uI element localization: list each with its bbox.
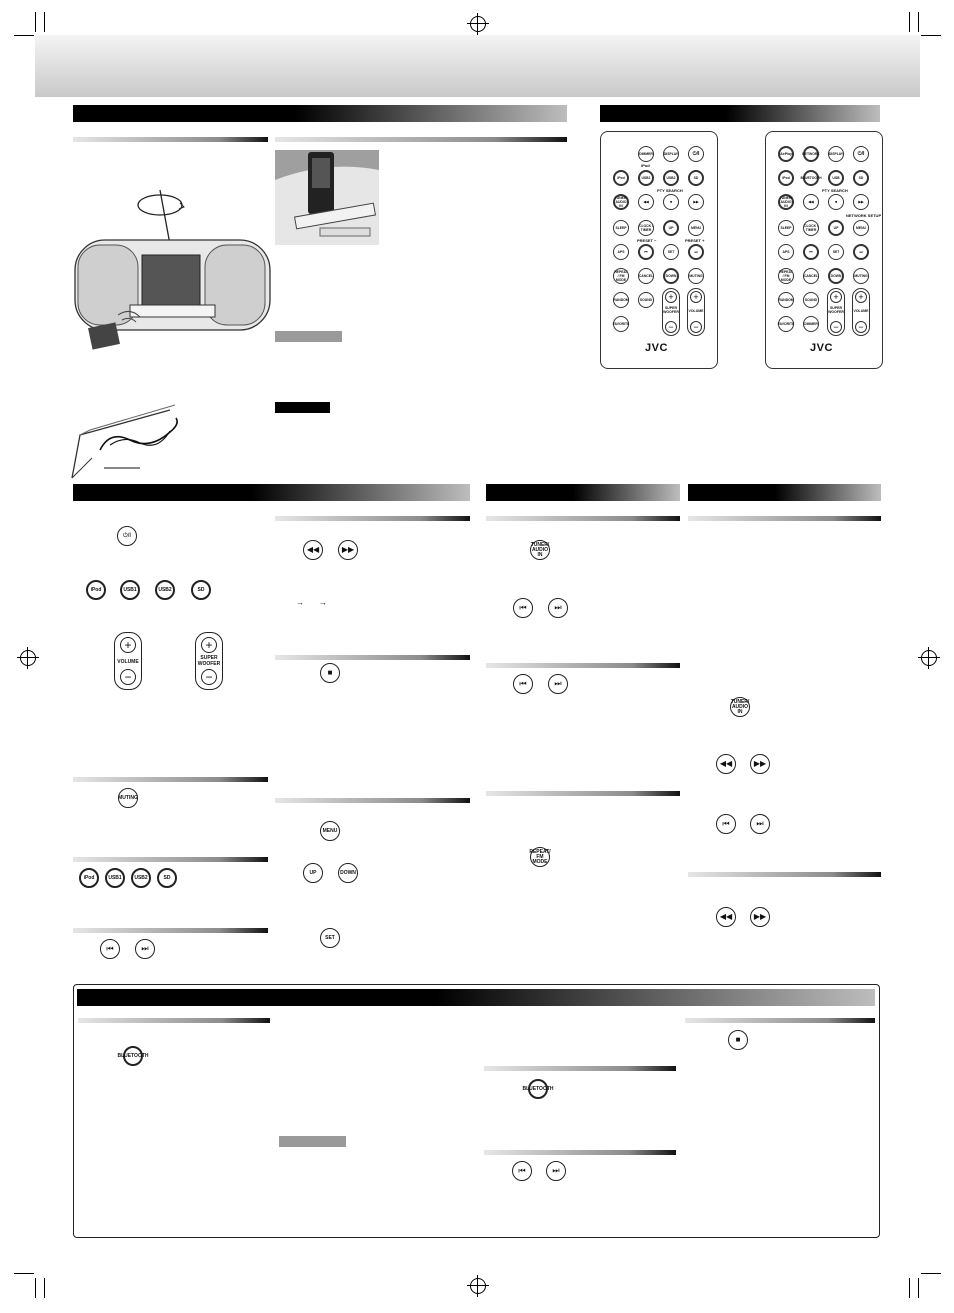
remote-right-up-button[interactable]: UP (828, 220, 844, 236)
remote-right-clock-timer-button[interactable]: CLOCK / TIMER (803, 220, 819, 236)
volume-plus-icon: + (120, 637, 136, 653)
prev-button-icon-2: ⏮ (513, 598, 533, 618)
repeat-fm-mode-button-icon: REPEAT/ FM MODE (530, 847, 550, 867)
volume-minus-icon: − (855, 321, 867, 333)
remote-right-muting-button[interactable]: MUTING (853, 268, 869, 284)
forward-button-icon: ▶▶ (338, 540, 358, 560)
subsection-bar-bt-3 (484, 1150, 676, 1155)
prev-button-icon-3: ⏮ (513, 674, 533, 694)
volume-label: VOLUME (688, 309, 704, 313)
remote-left-subwoofer-rocker[interactable] (662, 288, 680, 336)
remote-left-next-button[interactable]: ⏭ (688, 244, 704, 260)
subsection-bar-stop (275, 655, 470, 660)
prev-button-icon-5: ⏮ (512, 1161, 532, 1181)
volume-rocker-icon (114, 632, 142, 690)
forward-button-icon-3: ▶▶ (750, 907, 770, 927)
registration-mark-left (20, 650, 36, 666)
subwoofer-plus-icon: + (830, 291, 842, 303)
remote-left-prev-button[interactable]: ⏮ (638, 244, 654, 260)
remote-left-volume-rocker[interactable] (687, 288, 705, 336)
arrow-1: → (296, 598, 304, 607)
remote-right-forward-button[interactable]: ▶▶ (853, 194, 869, 210)
remote-left-clock-timer-button[interactable]: CLOCK / TIMER (638, 220, 654, 236)
remote-left-sd-button[interactable]: SD (688, 170, 704, 186)
subsection-bar-preset (486, 663, 680, 668)
volume-plus-icon: + (855, 291, 867, 303)
subsection-bar-search (275, 516, 470, 521)
remote-left-favorite-button[interactable]: FAVORITE (613, 316, 629, 332)
remote-right-jvc-logo: JVC (810, 342, 833, 354)
remote-right-next-button[interactable]: ⏭ (853, 244, 869, 260)
subwoofer-plus-icon: + (665, 291, 677, 303)
subwoofer-label: SUPER WOOFER (663, 306, 679, 314)
ipod-dock-photo (275, 150, 379, 245)
remote-left-muting-button[interactable]: MUTING (688, 268, 704, 284)
volume-label: VOLUME (117, 659, 139, 665)
remote-right-bluetooth-button[interactable]: BLUETOOTH (803, 170, 819, 186)
subsection-bar-skip (73, 928, 268, 933)
section-bar-top-right (600, 105, 880, 122)
subsection-bar-muting (73, 777, 268, 782)
remote-left-stop-button[interactable]: ■ (663, 194, 679, 210)
remote-right-set-button[interactable]: SET (828, 244, 844, 260)
subsection-bar-bt-2 (484, 1066, 676, 1071)
subsection-bar-1 (73, 137, 268, 142)
remote-left-display-button[interactable]: DISPLAY (663, 146, 679, 162)
remote-left-menu-button[interactable]: MENU (688, 220, 704, 236)
prev-button-icon: ⏮ (100, 939, 120, 959)
remote-left-usb2-button[interactable]: USB2 (663, 170, 679, 186)
registration-mark-top (470, 16, 486, 32)
usb2-button-icon: USB2 (155, 580, 175, 600)
subsection-bar-rds (688, 516, 881, 521)
remote-left-pty-search-text: PTY SEARCH (657, 188, 683, 193)
remote-right-sound-button[interactable]: SOUND (803, 292, 819, 308)
header-band (35, 35, 920, 97)
remote-left-repeat-button[interactable]: REPEAT / FM MODE (614, 270, 628, 282)
remote-right-tuner-button[interactable]: TUNER/ AUDIO IN (779, 196, 793, 208)
remote-right-cancel-button[interactable]: CANCEL (803, 268, 819, 284)
remote-right-ipod-button[interactable]: iPod (778, 170, 794, 186)
ipod-button-icon-2: iPod (79, 868, 99, 888)
bluetooth-button-icon-2: BLUETOOTH (528, 1079, 548, 1099)
volume-minus-icon: − (690, 321, 702, 333)
arrow-2: → (319, 598, 327, 607)
remote-left-ipod-button[interactable]: iPod (613, 170, 629, 186)
subsection-bar-pty (688, 872, 881, 877)
remote-left-up-button[interactable]: UP (663, 220, 679, 236)
remote-left-cancel-button[interactable]: CANCEL (638, 268, 654, 284)
remote-right-prev-button[interactable]: ⏮ (803, 244, 819, 260)
usb1-button-icon: USB1 (120, 580, 140, 600)
remote-left-sound-button[interactable]: SOUND (638, 292, 654, 308)
remote-right-repeat-button[interactable]: REPEAT / FM MODE (779, 270, 793, 282)
section-bar-middle-2 (486, 484, 680, 501)
remote-left-preset-plus-text: PRESET + (685, 238, 705, 243)
down-button-icon: DOWN (338, 863, 358, 883)
remote-left-tuner-button[interactable]: TUNER/ AUDIO IN (614, 196, 628, 208)
subsection-bar-menu (275, 798, 470, 803)
registration-mark-right (921, 650, 937, 666)
remote-left-set-button[interactable]: SET (663, 244, 679, 260)
remote-right-favorite-button[interactable]: FAVORITE (778, 316, 794, 332)
stop-button-icon: ■ (320, 663, 340, 683)
remote-right-rewind-button[interactable]: ◀◀ (803, 194, 819, 210)
tuner-button-icon: TUNER/ AUDIO IN (530, 540, 550, 560)
note-box-2 (279, 1136, 346, 1147)
subwoofer-rocker-icon (195, 632, 223, 690)
usb2-button-icon-2: USB2 (131, 868, 151, 888)
subsection-bar-fm-mode (486, 791, 680, 796)
remote-left-ipod-text: iPod (641, 163, 650, 168)
power-button-icon: ⏻/I (117, 526, 137, 546)
caution-box-1 (275, 402, 330, 413)
set-button-icon: SET (320, 928, 340, 948)
remote-right-random-button[interactable]: RANDOM (778, 292, 794, 308)
remote-right-display-button[interactable]: DISPLAY (828, 146, 844, 162)
remote-left-down-button[interactable]: DOWN (663, 268, 679, 284)
registration-mark-bottom (470, 1278, 486, 1294)
remote-right-airplay-button[interactable]: AirPlay (778, 146, 794, 162)
remote-left-preset-minus-text: PRESET − (637, 238, 657, 243)
rewind-button-icon-2: ◀◀ (716, 754, 736, 774)
remote-right-dimmer-button[interactable]: DIMMER (803, 316, 819, 332)
usb1-button-icon-2: USB1 (105, 868, 125, 888)
rewind-button-icon-3: ◀◀ (716, 907, 736, 927)
remote-left-random-button[interactable]: RANDOM (613, 292, 629, 308)
section-bar-bluetooth (77, 989, 875, 1006)
subwoofer-minus-icon: − (665, 321, 677, 333)
note-box-1 (275, 331, 342, 342)
remote-left-power-button[interactable]: ⏻/I (688, 146, 704, 162)
remote-left-sleep-button[interactable]: SLEEP (613, 220, 629, 236)
section-bar-middle-3 (688, 484, 881, 501)
remote-left-forward-button[interactable]: ▶▶ (688, 194, 704, 210)
prev-button-icon-4: ⏮ (716, 814, 736, 834)
next-button-icon-2: ⏭ (548, 598, 568, 618)
next-button-icon-4: ⏭ (750, 814, 770, 834)
remote-right-network-button[interactable]: NETWORK (803, 146, 819, 162)
remote-control-right (765, 131, 883, 369)
subsection-bar-bt-4 (685, 1018, 875, 1023)
subsection-bar-source-select (73, 857, 268, 862)
bluetooth-button-icon: BLUETOOTH (123, 1046, 143, 1066)
volume-plus-icon: + (690, 291, 702, 303)
next-button-icon-3: ⏭ (548, 674, 568, 694)
subsection-bar-bt-1 (78, 1018, 270, 1023)
subwoofer-minus-icon: − (201, 669, 217, 685)
remote-right-sd-button[interactable]: SD (853, 170, 869, 186)
ipod-button-icon: iPod (86, 580, 106, 600)
remote-right-usb-button[interactable]: USB (828, 170, 844, 186)
muting-button-icon: MUTING (118, 788, 138, 808)
remote-right-aps-button[interactable]: APS (778, 244, 794, 260)
remote-right-sleep-button[interactable]: SLEEP (778, 220, 794, 236)
next-button-icon-5: ⏭ (546, 1161, 566, 1181)
subsection-bar-tuner (486, 516, 680, 521)
remote-right-subwoofer-rocker[interactable] (827, 288, 845, 336)
subsection-bar-2 (275, 137, 567, 142)
remote-right-volume-rocker[interactable] (852, 288, 870, 336)
sd-button-icon-2: SD (157, 868, 177, 888)
remote-right-menu-button[interactable]: MENU (853, 220, 869, 236)
next-button-icon: ⏭ (135, 939, 155, 959)
remote-left-dimmer-button[interactable]: DIMMER (638, 146, 654, 162)
stop-button-icon-2: ■ (728, 1030, 748, 1050)
up-button-icon: UP (303, 863, 323, 883)
remote-control-left (600, 131, 718, 369)
subwoofer-plus-icon: + (201, 637, 217, 653)
remote-right-power-button[interactable]: ⏻/I (853, 146, 869, 162)
speaker-illustration (70, 185, 275, 355)
menu-button-icon: MENU (320, 821, 340, 841)
subwoofer-label: SUPER WOOFER (197, 655, 221, 667)
forward-button-icon-2: ▶▶ (750, 754, 770, 774)
antenna-illustration (70, 400, 190, 482)
remote-left-jvc-logo: JVC (645, 342, 668, 354)
sd-button-icon: SD (191, 580, 211, 600)
remote-right-pty-search-text: PTY SEARCH (822, 188, 848, 193)
remote-right-network-setup-text: NETWORK SETUP (846, 213, 882, 218)
remote-right-stop-button[interactable]: ■ (828, 194, 844, 210)
volume-minus-icon: − (120, 669, 136, 685)
remote-left-usb1-button[interactable]: USB1 (638, 170, 654, 186)
section-bar-top-left (73, 105, 567, 122)
volume-label: VOLUME (853, 309, 869, 313)
section-bar-middle-1 (73, 484, 470, 501)
tuner-button-icon-2: TUNER/ AUDIO IN (730, 697, 750, 717)
remote-right-down-button[interactable]: DOWN (828, 268, 844, 284)
rewind-button-icon: ◀◀ (303, 540, 323, 560)
remote-left-aps-button[interactable]: APS (613, 244, 629, 260)
subwoofer-minus-icon: − (830, 321, 842, 333)
remote-left-rewind-button[interactable]: ◀◀ (638, 194, 654, 210)
subwoofer-label: SUPER WOOFER (828, 306, 844, 314)
